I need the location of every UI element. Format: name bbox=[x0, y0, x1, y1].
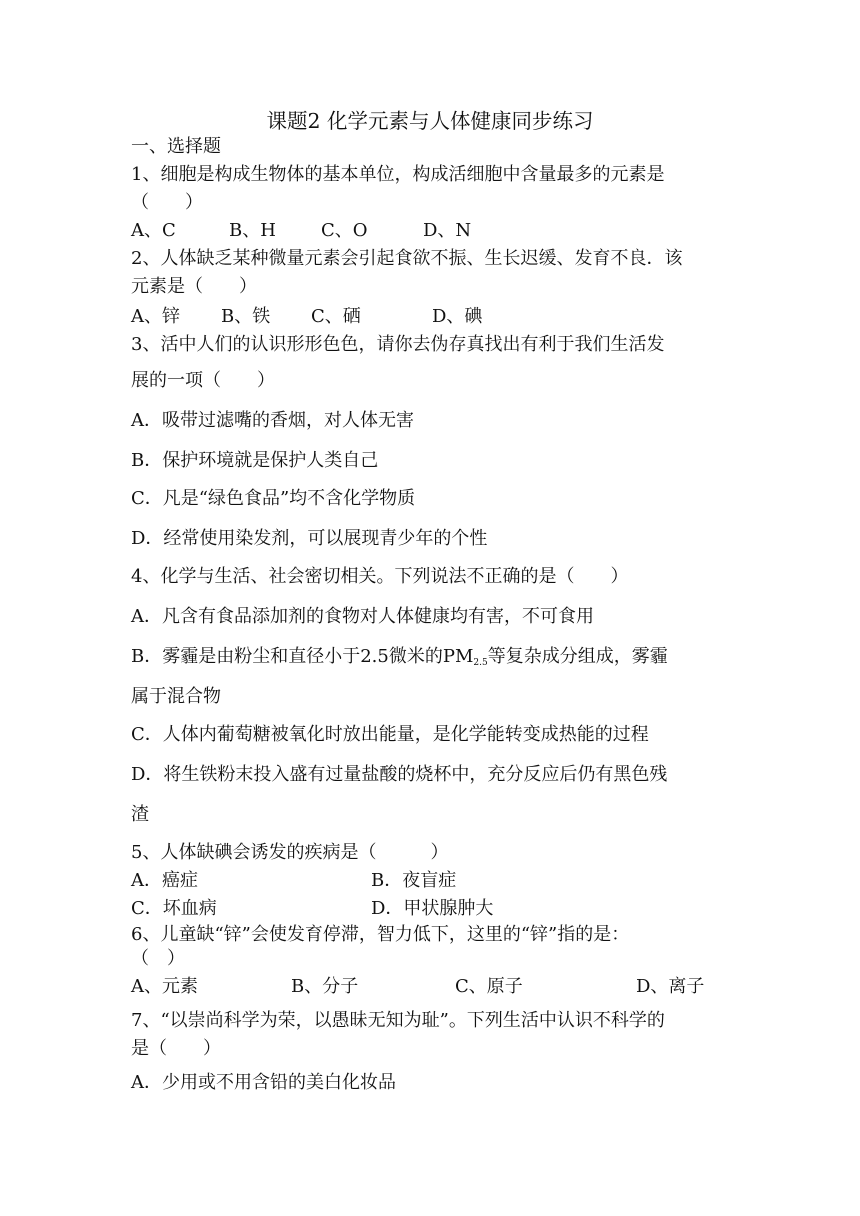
question-2-option-a: A、锌 bbox=[131, 306, 180, 327]
question-6-option-a: A、元素 bbox=[131, 976, 198, 997]
question-4-option-d: D．将生铁粉末投入盛有过量盐酸的烧杯中，充分反应后仍有黑色残 bbox=[131, 764, 668, 785]
question-4-option-c: C．人体内葡萄糖被氧化时放出能量，是化学能转变成热能的过程 bbox=[131, 724, 649, 745]
section-heading: 一、选择题 bbox=[131, 136, 221, 157]
question-2-option-c: C、硒 bbox=[311, 306, 361, 327]
question-2-stem-cont: 元素是（ ） bbox=[131, 276, 257, 297]
question-4-option-d-cont: 渣 bbox=[131, 804, 149, 825]
question-5-stem: 5、人体缺碘会诱发的疾病是（ ） bbox=[131, 842, 449, 863]
question-7-stem-cont: 是（ ） bbox=[131, 1038, 221, 1059]
question-5-option-b: B．夜盲症 bbox=[371, 870, 457, 891]
question-4-stem: 4、化学与生活、社会密切相关。下列说法不正确的是（ ） bbox=[131, 566, 629, 587]
question-2-stem: 2、人体缺乏某种微量元素会引起食欲不振、生长迟缓、发育不良．该 bbox=[131, 248, 683, 269]
question-3-option-c: C．凡是“绿色食品”均不含化学物质 bbox=[131, 488, 416, 509]
pm25-subscript: 2.5 bbox=[473, 658, 488, 668]
question-2-option-d: D、碘 bbox=[432, 306, 483, 327]
question-6-option-c: C、原子 bbox=[455, 976, 523, 997]
question-4-option-b-text: B．雾霾是由粉尘和直径小于2.5微米的PM bbox=[131, 646, 474, 667]
question-1-stem: 1、细胞是构成生物体的基本单位，构成活细胞中含量最多的元素是 bbox=[131, 164, 665, 185]
question-1-stem-cont: （ ） bbox=[131, 192, 203, 213]
question-4-option-b-cont: 属于混合物 bbox=[131, 686, 221, 707]
question-1-option-a: A、C bbox=[131, 220, 176, 241]
question-1-option-d: D、N bbox=[423, 220, 472, 241]
question-6-option-d: D、离子 bbox=[636, 976, 705, 997]
question-2-option-b: B、铁 bbox=[221, 306, 271, 327]
question-4-option-b-text-cont: 等复杂成分组成，雾霾 bbox=[487, 646, 668, 667]
question-4-option-a: A．凡含有食品添加剂的食物对人体健康均有害，不可食用 bbox=[131, 606, 594, 627]
question-5-option-d: D．甲状腺肿大 bbox=[371, 898, 494, 919]
question-4-option-b bbox=[131, 646, 668, 674]
question-7-stem: 7、“以崇尚科学为荣，以愚昧无知为耻”。下列生活中认识不科学的 bbox=[131, 1010, 665, 1031]
question-3-option-d: D．经常使用染发剂，可以展现青少年的个性 bbox=[131, 528, 488, 549]
question-3-stem-cont: 展的一项（ ） bbox=[131, 370, 275, 391]
question-3-option-b: B．保护环境就是保护人类自己 bbox=[131, 450, 379, 471]
question-5-option-c: C．坏血病 bbox=[131, 898, 217, 919]
question-7-option-a: A．少用或不用含铅的美白化妆品 bbox=[131, 1072, 396, 1093]
question-3-option-a: A．吸带过滤嘴的香烟，对人体无害 bbox=[131, 410, 414, 431]
question-6-stem: 6、儿童缺“锌”会使发育停滞，智力低下，这里的“锌”指的是： bbox=[131, 924, 630, 945]
question-6-stem-cont: （ ） bbox=[131, 948, 185, 969]
page-title: 课题2 化学元素与人体健康同步练习 bbox=[266, 109, 594, 133]
question-1-option-b: B、H bbox=[229, 220, 276, 241]
question-3-stem: 3、活中人们的认识形形色色，请你去伪存真找出有利于我们生活发 bbox=[131, 334, 665, 355]
question-6-option-b: B、分子 bbox=[291, 976, 359, 997]
question-1-option-c: C、O bbox=[321, 220, 368, 241]
question-5-option-a: A．癌症 bbox=[131, 870, 198, 891]
